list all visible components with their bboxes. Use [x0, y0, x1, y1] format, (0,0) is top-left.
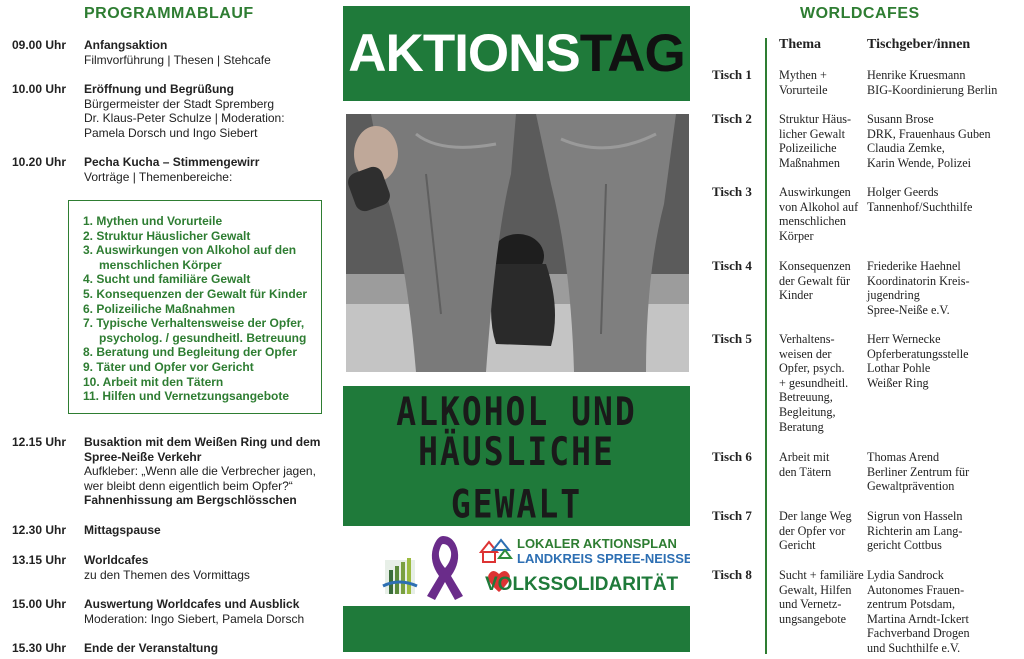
schedule-line: Filmvorführung | Thesen | Stehcafe	[84, 52, 271, 67]
schedule-title: Ende der Veranstaltung	[84, 641, 219, 655]
schedule-time: 12.15 Uhr	[12, 435, 67, 449]
host-line: Koordinatorin Kreis-	[867, 273, 970, 288]
aktionsplan-logo-icon	[481, 540, 511, 562]
host-line: Opferberatungsstelle	[867, 346, 969, 361]
thema-line: Gewalt, Hilfen	[779, 582, 852, 597]
schedule-line: Vorträge | Themenbereiche:	[84, 169, 233, 184]
thema-line: Arbeit mit	[779, 450, 830, 464]
topic-item: 11. Hilfen und Vernetzungsangebote	[83, 389, 290, 404]
topic-item: 7. Typische Verhaltensweise der Opfer, psycholog. / gesundheitl. Betreuung	[83, 316, 307, 345]
thema-line: Verhaltens-	[779, 332, 835, 346]
thema-line: Gericht	[779, 538, 816, 553]
banner-word-white: AKTIONS	[348, 24, 580, 83]
thema-line: Betreuung,	[779, 390, 833, 405]
host-line: BIG-Koordinierung Berlin	[867, 82, 998, 97]
schedule-title: Worldcafes	[84, 553, 149, 567]
schedule-title: Auswertung Worldcafes und Ausblick	[84, 597, 300, 611]
host-line: Gewaltprävention	[867, 479, 955, 494]
topic-item: 8. Beratung und Begleitung der Opfer	[83, 345, 298, 360]
schedule-time: 09.00 Uhr	[12, 38, 67, 52]
jeans-photo-illustration	[346, 114, 689, 372]
thema-line: Struktur Häus-	[779, 112, 852, 126]
thema-line: den Tätern	[779, 464, 832, 479]
host-line: und Suchthilfe e.V.	[867, 640, 961, 655]
thema-line: Kinder	[779, 288, 813, 303]
thema-line: Sucht + familiäre	[779, 568, 864, 582]
topic-item: 2. Struktur Häuslicher Gewalt	[83, 228, 251, 243]
program-title: PROGRAMMABLAUF	[84, 5, 254, 22]
schedule-line: Dr. Klaus-Peter Schulze | Moderation:	[84, 111, 285, 125]
host-line: Susann Brose	[867, 112, 934, 126]
host-line: Herr Wernecke	[867, 332, 941, 346]
schedule-line: Aufkleber: „Wenn alle die Verbrecher jagen, wer bleibt denn eigentlich beim Opfer?“	[84, 464, 316, 493]
hero-photo	[346, 114, 689, 372]
host-line: jugendring	[867, 288, 920, 303]
schedule-title: Mittagspause	[84, 523, 161, 537]
host-line: Spree-Neiße e.V.	[867, 302, 950, 317]
program-column	[0, 0, 340, 659]
thema-line: licher Gewalt	[779, 126, 845, 141]
logo-text-line3: VOLKSSOLIDARITÄT	[485, 574, 679, 595]
table-name: Tisch 2	[712, 111, 752, 126]
schedule-time: 13.15 Uhr	[12, 553, 67, 567]
topic-item: 4. Sucht und familiäre Gewalt	[83, 272, 251, 287]
host-line: DRK, Frauenhaus Guben	[867, 126, 991, 141]
logo-text-line1: LOKALER AKTIONSPLAN	[517, 536, 677, 551]
thema-line: Auswirkungen	[779, 185, 851, 199]
table-name: Tisch 3	[712, 184, 752, 199]
topic-item: 10. Arbeit mit den Tätern	[83, 374, 224, 389]
host-line: Tannenhof/Suchthilfe	[867, 199, 973, 214]
table-name: Tisch 8	[712, 567, 752, 582]
schedule-line: Pamela Dorsch und Ingo Siebert	[84, 125, 258, 140]
table-name: Tisch 4	[712, 258, 752, 273]
purple-ribbon-icon	[427, 536, 463, 600]
schedule-extra: Fahnenhissung am Bergschlösschen	[84, 493, 297, 507]
aktionstag-banner	[343, 6, 690, 101]
banner-word-black: TAG	[579, 24, 685, 83]
schedule-title: Anfangsaktion	[84, 38, 168, 52]
col-header-thema: Thema	[779, 37, 821, 52]
topics-box	[68, 200, 322, 414]
thema-line: der Opfer vor	[779, 523, 846, 538]
host-line: Fachverband Drogen	[867, 626, 970, 641]
headline-panel	[343, 386, 690, 526]
footer-green-bar	[343, 606, 690, 652]
thema-line: Polizeiliche	[779, 141, 837, 156]
topic-item: 3. Auswirkungen von Alkohol auf den menschlichen Körper	[83, 243, 297, 272]
headline-line2: HÄUSLICHE GEWALT	[418, 427, 615, 528]
thema-line: menschlichen	[779, 214, 847, 229]
column-divider	[765, 38, 767, 654]
topic-item: 6. Polizeiliche Maßnahmen	[83, 301, 236, 316]
schedule-time: 15.30 Uhr	[12, 641, 67, 655]
host-line: Friederike Haehnel	[867, 259, 961, 273]
table-name: Tisch 6	[712, 449, 752, 464]
thema-line: Vorurteile	[779, 82, 828, 97]
host-line: Richterin am Lang-	[867, 523, 963, 538]
host-line: Claudia Zemke,	[867, 141, 945, 156]
headline-line1: ALKOHOL UND	[396, 388, 637, 435]
thema-line: Körper	[779, 228, 814, 243]
thema-line: von Alkohol auf	[779, 199, 859, 214]
host-line: Lothar Pohle	[867, 361, 931, 376]
host-line: Weißer Ring	[867, 375, 929, 390]
topic-item: 1. Mythen und Vorurteile	[83, 214, 223, 228]
schedule-time: 15.00 Uhr	[12, 597, 67, 611]
thema-line: Der lange Weg	[779, 509, 852, 523]
schedule-title: Eröffnung und Begrüßung	[84, 82, 234, 96]
thema-line: Maßnahmen	[779, 155, 840, 170]
thema-line: Mythen +	[779, 68, 827, 82]
thema-line: Konsequenzen	[779, 259, 851, 273]
host-line: Martina Arndt-Ickert	[867, 611, 969, 626]
host-line: Sigrun von Hasseln	[867, 509, 963, 523]
thema-line: der Gewalt für	[779, 273, 851, 288]
schedule-time: 10.00 Uhr	[12, 82, 67, 96]
host-line: Henrike Kruesmann	[867, 68, 966, 82]
host-line: Thomas Arend	[867, 450, 940, 464]
thema-line: Opfer, psych.	[779, 361, 845, 376]
topic-item: 5. Konsequenzen der Gewalt für Kinder	[83, 286, 308, 301]
schedule-title: Pecha Kucha – Stimmengewirr	[84, 155, 260, 169]
thema-line: Beratung	[779, 419, 824, 434]
schedule-time: 10.20 Uhr	[12, 155, 67, 169]
thema-line: + gesundheitl.	[779, 375, 849, 390]
schedule-line: zu den Themen des Vormittags	[84, 567, 250, 582]
schedule-time: 12.30 Uhr	[12, 523, 67, 537]
thema-line: weisen der	[779, 346, 832, 361]
host-line: Autonomes Frauen-	[867, 582, 965, 597]
host-line: Berliner Zentrum für	[867, 464, 970, 479]
thema-line: und Vernetz-	[779, 597, 842, 612]
spremberg-logo	[383, 558, 417, 594]
table-name: Tisch 5	[712, 331, 752, 346]
host-line: zentrum Potsdam,	[867, 597, 956, 612]
host-line: Karin Wende, Polizei	[867, 155, 972, 170]
host-line: gericht Cottbus	[867, 538, 942, 553]
logo-text-line2: LANDKREIS SPREE-NEISSE	[517, 551, 690, 566]
thema-line: Begleitung,	[779, 404, 836, 419]
host-line: Holger Geerds	[867, 185, 939, 199]
schedule-line: Moderation: Ingo Siebert, Pamela Dorsch	[84, 611, 305, 626]
col-header-host: Tischgeber/innen	[867, 37, 971, 52]
topic-item: 9. Täter und Opfer vor Gericht	[83, 359, 254, 374]
worldcafes-title: WORLDCAFES	[800, 5, 920, 22]
thema-line: ungsangebote	[779, 611, 847, 626]
host-line: Lydia Sandrock	[867, 568, 944, 582]
schedule-line: Bürgermeister der Stadt Spremberg	[84, 96, 275, 111]
table-name: Tisch 1	[712, 67, 752, 82]
schedule-title: Busaktion mit dem Weißen Ring und dem Spree-Neiße Verkehr	[84, 435, 321, 464]
table-name: Tisch 7	[712, 508, 752, 523]
